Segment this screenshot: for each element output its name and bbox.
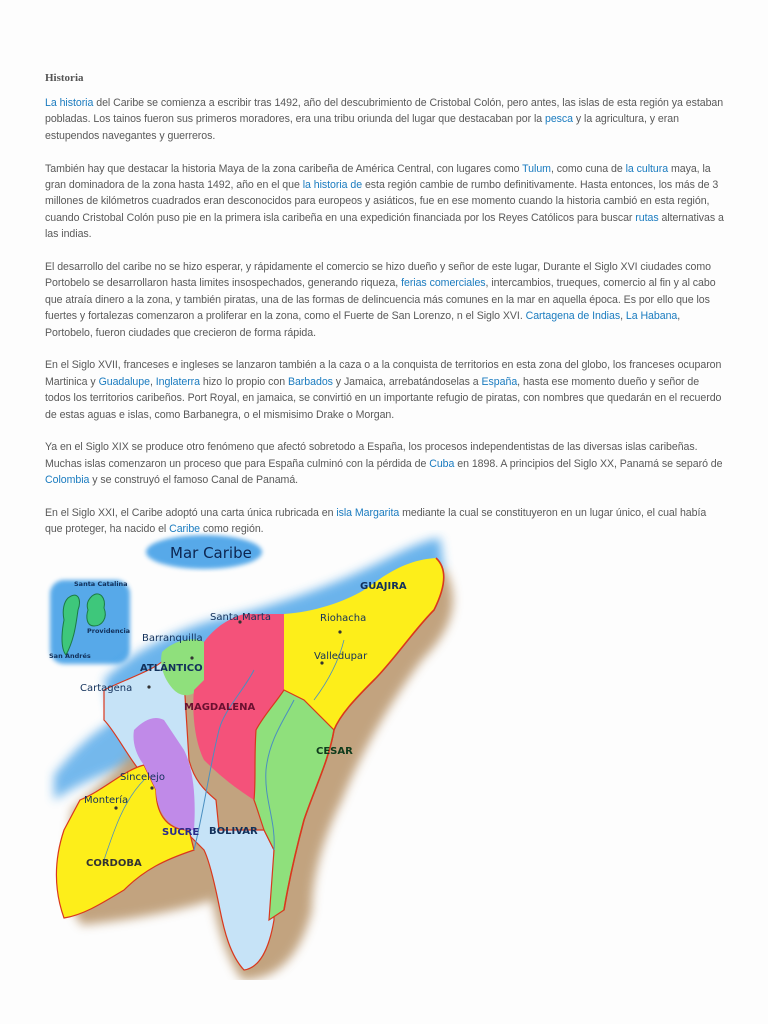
paragraph	[45, 95, 725, 144]
sea-label: Mar Caribe	[170, 544, 252, 562]
paragraph-text: , como cuna de	[550, 162, 626, 175]
paragraph	[45, 259, 725, 341]
department-label: GUAJIRA	[360, 581, 407, 592]
paragraph-text: , intercambios, trueques, comercio al fin y al cabo que atraía dinero a la zona, y también piratas, una de las formas de delincuencia más comunes en la mar en aquella época. Es por ello que los fuertes y fortalezas comenzaron a proliferar en la zona, como el Fuerte de San Lorenzo, n el Siglo XVI.	[45, 277, 716, 323]
paragraph-text: alternativas a las indias.	[45, 211, 724, 241]
inline-link[interactable]: Barbados	[287, 375, 333, 388]
paragraph-text: hizo lo propio con	[200, 375, 288, 388]
article-body	[45, 95, 725, 538]
island-label: Santa Catalina	[74, 580, 128, 588]
inline-link[interactable]: Inglaterra	[155, 375, 201, 388]
paragraph	[45, 357, 725, 423]
inline-link[interactable]: pesca	[544, 113, 574, 126]
caribbean-region-map	[44, 530, 504, 980]
paragraph-text: maya, la gran dominadora de la zona hasta 1492, año en el que	[45, 162, 711, 192]
inline-link[interactable]: Cuba	[429, 457, 455, 470]
city-label: Valledupar	[314, 651, 368, 662]
paragraph-text: y la agricultura, y eran estupendos navegantes y guerreros.	[45, 113, 679, 142]
paragraph-text: En el Siglo XVII, franceses e ingleses se lanzaron también a la caza o a la conquista de territorios en esta zona del globo, los franceses ocuparon Martinica y	[45, 359, 722, 388]
inline-link[interactable]: Tulum	[522, 162, 551, 175]
inline-link[interactable]: La Habana	[625, 310, 678, 323]
inline-link[interactable]: Colombia	[45, 474, 90, 487]
article	[45, 70, 725, 554]
section-heading: Historia	[45, 72, 84, 84]
paragraph-text: , Portobelo, fueron ciudades que crecieron de forma rápida.	[45, 310, 681, 339]
paragraph-text: del Caribe se comienza a escribir tras 1492, año del descubrimiento de Cristobal Colón, pero antes, las islas de esta región ya estaban pobladas. Los tainos fueron sus primeros moradores, era una tribu oriunda del lugar que destacaban por la	[45, 97, 724, 126]
map-graphic	[44, 530, 504, 980]
island-label: Providencia	[87, 627, 131, 635]
paragraph-text: esta región cambie de rumbo definitivamente. Hasta entonces, los más de 3 millones de kilómetros cuadrados eran desconocidos para europeos y asiáticos, fue en ese momento cuando la historia cambió en esta región, cuando Cristobal Colón puso pie en la primera isla caribeña en una expedición financiada por los Reyes Católicos para buscar	[45, 179, 719, 224]
city-label: Barranquilla	[142, 633, 203, 644]
department-label: ATLÁNTICO	[140, 663, 203, 674]
paragraph-text: y se construyó el famoso Canal de Panamá.	[89, 474, 299, 487]
inline-link[interactable]: Cartagena de Indias	[525, 310, 621, 323]
paragraph-text: mediante la cual se constituyeron en un lugar único, el cual había que proteger, ha nacido el	[45, 507, 707, 536]
city-label: Riohacha	[320, 613, 367, 624]
department-label: CORDOBA	[86, 858, 142, 869]
island-label: San Andrés	[49, 652, 91, 660]
inline-link[interactable]: la historia de	[302, 179, 363, 192]
sea-label-group	[146, 535, 262, 569]
city-label: Montería	[84, 795, 129, 806]
city-label: Cartagena	[80, 683, 133, 694]
paragraph-text: También hay que destacar la historia Maya de la zona caribeña de América Central, con lugares como	[45, 162, 523, 175]
paragraph	[45, 161, 725, 243]
department-label: BOLIVAR	[209, 826, 258, 837]
inline-link[interactable]: La historia	[45, 97, 94, 109]
inline-link[interactable]: rutas	[635, 211, 659, 224]
paragraph-text: En el Siglo XXI, el Caribe adoptó una carta única rubricada en	[45, 507, 337, 520]
paragraph-text: como región.	[200, 523, 264, 536]
paragraph-text: ,	[149, 375, 156, 388]
inline-link[interactable]: ferias comerciales	[401, 277, 486, 290]
inline-link[interactable]: isla Margarita	[336, 507, 400, 520]
paragraph-text: Ya en el Siglo XIX se produce otro fenómeno que afectó sobretodo a España, los procesos independentistas de las diversas islas caribeñas. Muchas islas comenzaron un proceso que para España culminó con la pérdida de	[45, 441, 698, 470]
inline-link[interactable]: España	[481, 375, 518, 388]
department-label: SUCRE	[162, 827, 200, 838]
paragraph-text: y Jamaica, arrebatándoselas a	[332, 375, 482, 388]
city-label: Sincelejo	[120, 772, 165, 783]
paragraph	[45, 439, 725, 488]
paragraph-text: El desarrollo del caribe no se hizo esperar, y rápidamente el comercio se hizo dueño y señor de este lugar, Durante el Siglo XVI ciudades como Portobelo se desarrollaron hasta limites insospechados, generando riqueza,	[45, 261, 711, 290]
islands-inset	[49, 580, 130, 664]
paragraph-text: , hasta ese momento dueño y señor de todos los territorios caribeños. Port Royal, en jamaica, se convirtió en un importante refugio de piratas, con nombres que quedarán en el recuerdo de estas aguas e islas, como Barbanegra, o el mismisimo Drake o Morgan.	[45, 375, 722, 421]
inline-link[interactable]: Guadalupe	[98, 375, 150, 388]
paragraph-text: ,	[620, 310, 626, 323]
city-label: Santa Marta	[210, 612, 271, 623]
inline-link[interactable]: la cultura	[625, 162, 669, 175]
department-label: MAGDALENA	[184, 702, 256, 713]
paragraph-text: en 1898. A principios del Siglo XX, Panamá se separó de	[454, 457, 723, 470]
department-label: CESAR	[316, 746, 353, 757]
inline-link[interactable]: Caribe	[169, 523, 201, 536]
